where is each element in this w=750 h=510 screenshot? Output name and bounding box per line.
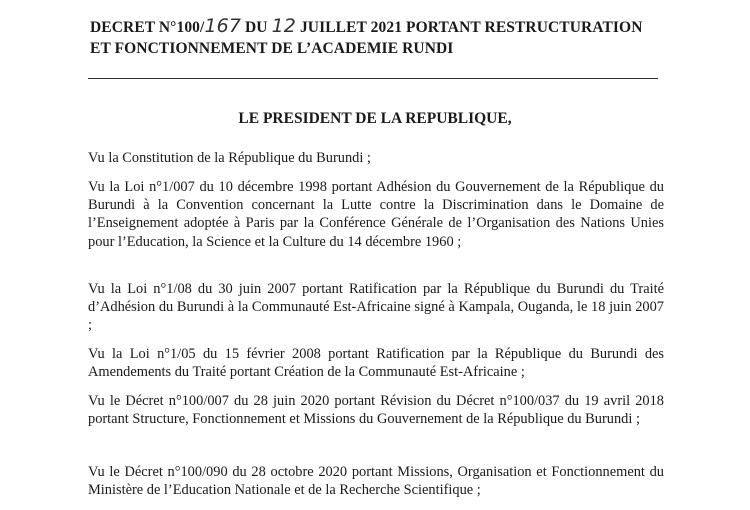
handwritten-decree-number: 167 — [204, 15, 242, 37]
title-mid: DU — [241, 19, 272, 36]
visa-paragraph: Vu la Loi n°1/05 du 15 février 2008 portant Ratification par la République du Burundi des Amendements du Traité portant Création de la Communauté Est-Africaine ; — [88, 346, 664, 381]
handwritten-day: 12 — [271, 15, 296, 37]
title-divider — [88, 78, 658, 79]
president-heading: LE PRESIDENT DE LA REPUBLIQUE, — [238, 110, 512, 127]
visa-paragraph: Vu la Loi n°1/08 du 30 juin 2007 portant Ratification par la République du Burundi du Traité d’Adhésion du Burundi à la Communauté Est-Africaine signé à Kampala, Ouganda, le 18 juin 2007 ; — [88, 281, 664, 334]
visa-paragraph: Vu la Loi n°1/007 du 10 décembre 1998 portant Adhésion du Gouvernement de la République du Burundi à la Convention concernant la Lutte contre la Discrimination dans le Domaine de l’Enseignement adoptée à Paris par la Conférence Générale de l’Organisation des Nations Unies pour l’Education, la Science et la Culture du 14 décembre 1960 ; — [88, 179, 664, 250]
visa-paragraph: Vu la Constitution de la République du Burundi ; — [88, 150, 371, 166]
visa-paragraph: Vu le Décret n°100/007 du 28 juin 2020 portant Révision du Décret n°100/037 du 19 avril 2018 portant Structure, Fonctionnement et Missions du Gouvernement de la République du Burundi ; — [88, 393, 664, 428]
visa-paragraph: Vu le Décret n°100/090 du 28 octobre 2020 portant Missions, Organisation et Fonctionnement du Ministère de l’Education Nationale et de la Recherche Scientifique ; — [88, 464, 664, 499]
title-suffix: JUILLET 2021 PORTANT RESTRUCTURATION — [295, 19, 643, 36]
decree-title — [90, 16, 690, 59]
title-prefix: DECRET N°100/ — [90, 19, 205, 36]
title-line-2: ET FONCTIONNEMENT DE L’ACADEMIE RUNDI — [90, 40, 454, 57]
